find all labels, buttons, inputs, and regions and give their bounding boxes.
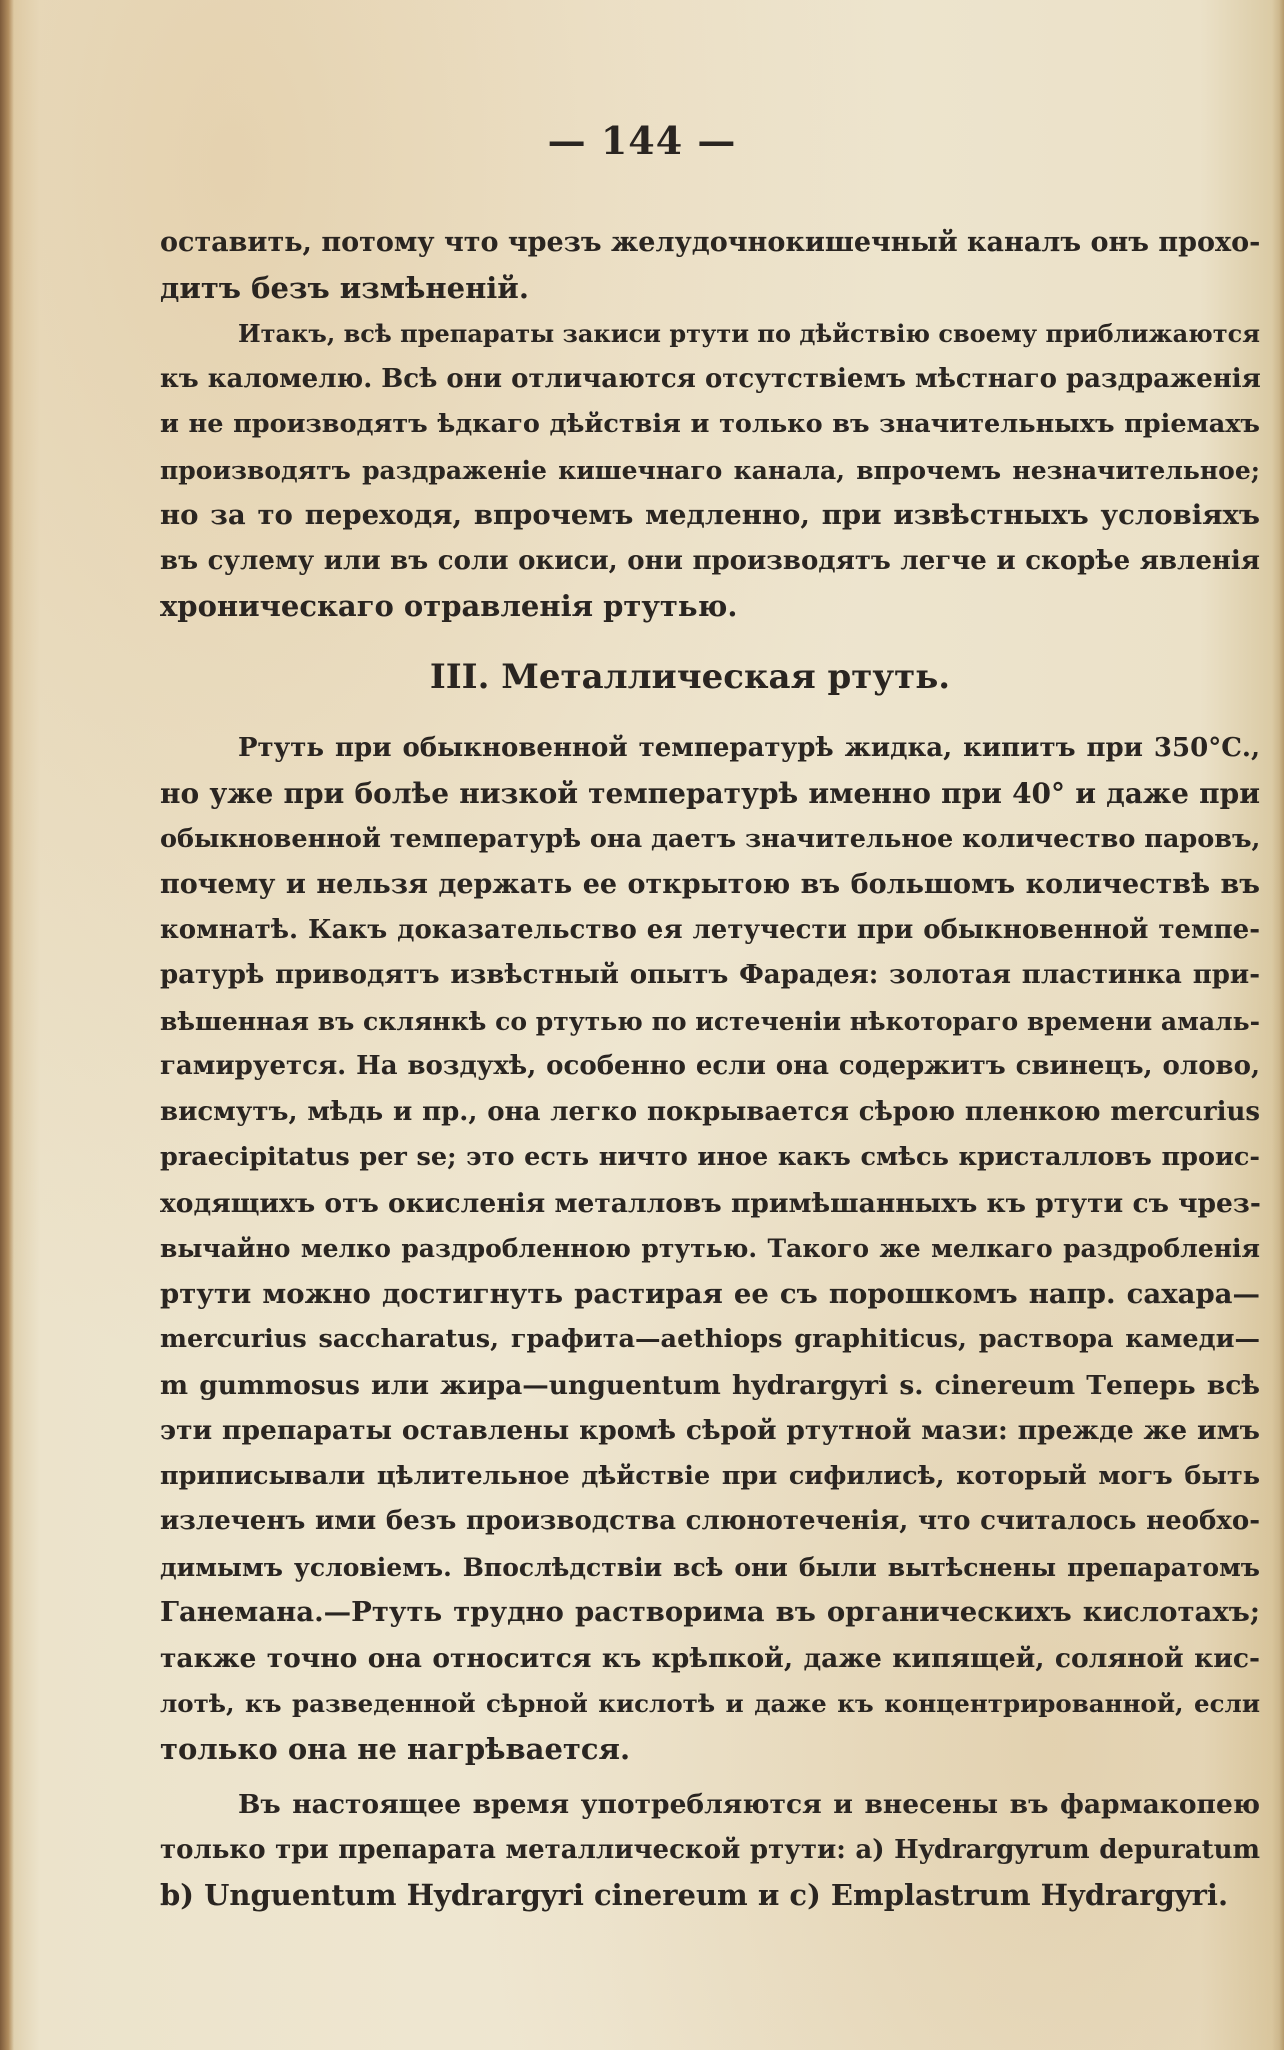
text-line: Въ настоящее время употребляются и внесены въ фармакопею xyxy=(238,1789,1260,1820)
paragraph-gap xyxy=(160,1772,1260,1782)
page-spine-shadow xyxy=(0,0,14,2050)
text-line: вѣшенная въ склянкѣ со ртутью по истеченіи нѣкотораго времени амаль- xyxy=(160,1006,1260,1036)
text-line: но за то переходя, впрочемъ медленно, при извѣстныхъ условіяхъ xyxy=(160,499,1260,531)
text-line: b) Unguentum Hydrargyri cinereum и с) Emplastrum Hydrargyri. xyxy=(160,1878,1229,1912)
text-line: mercurius saccharatus, графита—aethiops graphiticus, раствора камеди— xyxy=(160,1324,1260,1354)
text-line: Ртуть при обыкновенной температурѣ жидка, кипитъ при 350°С., xyxy=(238,732,1260,763)
text-line: обыкновенной температурѣ она даетъ значительное количество паровъ, xyxy=(160,823,1261,854)
text-line: гамируется. На воздухѣ, особенно если она содержитъ свинецъ, олово, xyxy=(160,1051,1260,1081)
body-text xyxy=(160,220,1260,1919)
text-line: и не производятъ ѣдкаго дѣйствія и только въ значительныхъ пріемахъ xyxy=(160,409,1260,439)
text-line: только три препарата металлической ртути: а) Hydrargyrum depuratum xyxy=(160,1834,1260,1865)
text-line: ратурѣ приводятъ извѣстный опытъ Фарадея: золотая пластинка при- xyxy=(160,960,1260,990)
text-line: praecipitatus per se; это есть ничто иное какъ смѣсь кристалловъ проис- xyxy=(160,1142,1260,1172)
text-line: m gummosus или жира—unguentum hydrargyri s. cinereum Теперь всѣ xyxy=(160,1369,1260,1401)
text-line: хроническаго отравленія ртутью. xyxy=(160,589,738,623)
section-heading: III. Металлическая ртуть. xyxy=(429,656,951,697)
text-line: Ганемана.—Ртуть трудно растворима въ органическихъ кислотахъ; xyxy=(160,1596,1260,1628)
text-line: эти препараты оставлены кромѣ сѣрой ртутной мази: прежде же имъ xyxy=(160,1415,1260,1446)
text-line: димымъ условіемъ. Впослѣдствіи всѣ они были вытѣснены препаратомъ xyxy=(160,1552,1260,1582)
text-line: ртути можно достигнуть растирая ее съ порошкомъ напр. сахара— xyxy=(160,1277,1260,1310)
text-line: приписывали цѣлительное дѣйствіе при сифилисѣ, который могъ быть xyxy=(160,1460,1260,1491)
text-line: Итакъ, всѣ препараты закиси ртути по дѣйствію своему приближаются xyxy=(238,319,1260,348)
text-line: дитъ безъ измѣненій. xyxy=(160,270,529,305)
text-line: къ каломелю. Всѣ они отличаются отсутствіемъ мѣстнаго раздраженія xyxy=(160,363,1261,394)
text-line: лотѣ, къ разведенной сѣрной кислотѣ и даже къ концентрированной, если xyxy=(160,1689,1260,1718)
text-line: производятъ раздраженіе кишечнаго канала, впрочемъ незначительное; xyxy=(160,455,1260,485)
text-line: излеченъ ими безъ производства слюнотеченія, что считалось необхо- xyxy=(160,1506,1260,1536)
text-line: въ сулему или въ соли окиси, они производятъ легче и скорѣе явленія xyxy=(160,545,1260,576)
page-number: — 144 — xyxy=(547,118,737,163)
text-line: комнатѣ. Какъ доказательство ея летучести при обыкновенной темпе- xyxy=(160,914,1260,945)
text-line: вычайно мелко раздробленною ртутью. Такого же мелкаго раздробленія xyxy=(160,1234,1260,1263)
text-line: почему и нельзя держать ее открытою въ большомъ количествѣ въ xyxy=(160,869,1260,900)
text-line: висмутъ, мѣдь и пр., она легко покрывается сѣрою пленкою mercurius xyxy=(160,1096,1260,1127)
page-edge-shadow xyxy=(1272,0,1284,2050)
text-line: оставить, потому что чрезъ желудочнокишечный каналъ онъ прохо- xyxy=(160,227,1261,258)
text-line: но уже при болѣе низкой температурѣ именно при 40° и даже при xyxy=(160,777,1260,810)
text-line: также точно она относится къ крѣпкой, даже кипящей, соляной кис- xyxy=(160,1642,1260,1674)
text-line: только она не нагрѣвается. xyxy=(160,1731,631,1766)
text-line: ходящихъ отъ окисленія металловъ примѣшанныхъ къ ртути съ чрез- xyxy=(160,1187,1261,1219)
